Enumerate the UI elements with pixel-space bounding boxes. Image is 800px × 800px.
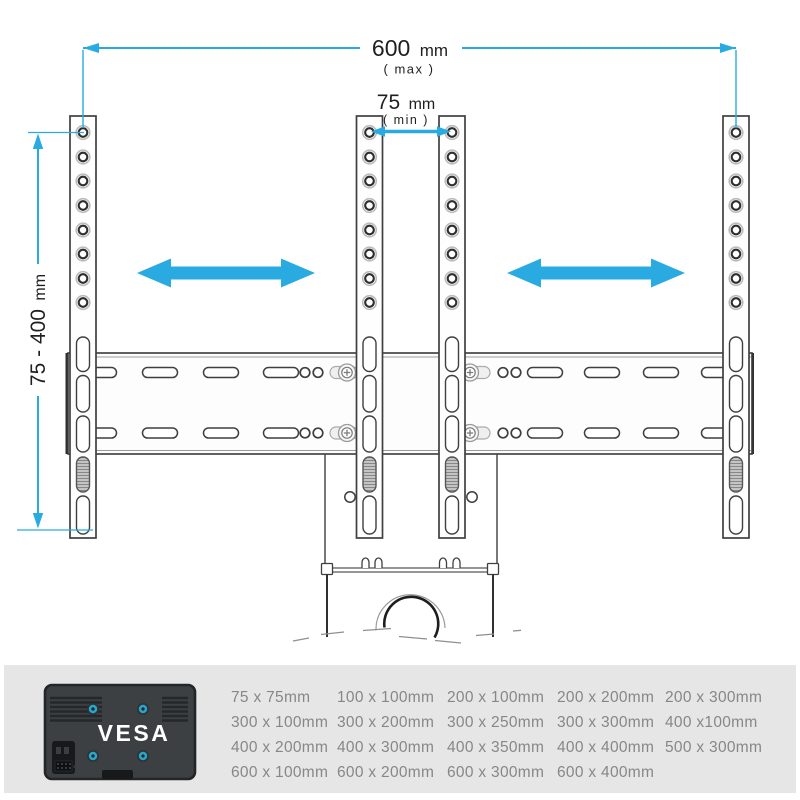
arrowhead-left-icon [83,43,99,53]
vesa-size: 400 x100mm [665,713,758,731]
vesa-compatibility-panel [4,665,796,793]
arrowhead-right-icon [720,43,736,53]
vesa-size: 600 x 300mm [447,763,545,781]
tv-back-illustration [40,682,200,782]
vesa-size: 400 x 350mm [447,738,545,756]
vesa-size: 600 x 400mm [557,763,655,781]
dimension-min-gap-75 [371,126,451,136]
center-column [293,454,521,643]
vesa-size: 75 x 75mm [231,688,311,706]
plate-bolt [322,564,333,575]
horizontal-mounting-bar [66,353,755,454]
slide-arrow-right-icon [507,259,685,288]
vesa-label: VESA [97,720,171,746]
label-width-qualifier: ( max ) [383,61,435,77]
rail-outer-right [723,116,749,538]
vesa-size: 200 x 300mm [665,688,763,706]
column-legs [327,575,493,638]
vesa-size: 600 x 100mm [231,763,329,781]
slide-arrow-left-icon [137,259,315,288]
vesa-size: 600 x 200mm [337,763,435,781]
screw-icon [339,364,356,381]
vesa-size: 300 x 200mm [337,713,435,731]
rail-outer-left [70,116,96,538]
vesa-size-table [231,685,795,785]
vesa-size: 300 x 100mm [231,713,329,731]
label-min-qualifier: ( min ) [383,113,429,127]
label-min-gap-75: 75 mm [376,91,436,114]
vesa-size: 400 x 300mm [337,738,435,756]
vesa-size: 200 x 200mm [557,688,655,706]
bottom-plate [322,568,498,572]
plate-bolt [488,564,499,575]
arrowhead-up-icon [33,134,43,150]
cable-ring-inner [384,597,438,638]
vesa-size: 100 x 100mm [337,688,435,706]
tv-stand-mount [102,770,133,779]
vesa-size: 400 x 200mm [231,738,329,756]
vesa-size: 300 x 300mm [557,713,655,731]
vesa-size: 500 x 300mm [665,738,763,756]
connector-panel [52,741,76,774]
vesa-size: 200 x 100mm [447,688,545,706]
label-width-600: 600 mm [371,35,449,61]
vesa-size: 300 x 250mm [447,713,545,731]
vesa-size: 400 x 400mm [557,738,655,756]
rail-inner-right [439,116,465,538]
screw-icon [339,425,356,442]
arrowhead-down-icon [33,513,43,529]
rail-inner-left [357,116,383,538]
label-height-range: 75 - 400 mm [27,273,50,387]
